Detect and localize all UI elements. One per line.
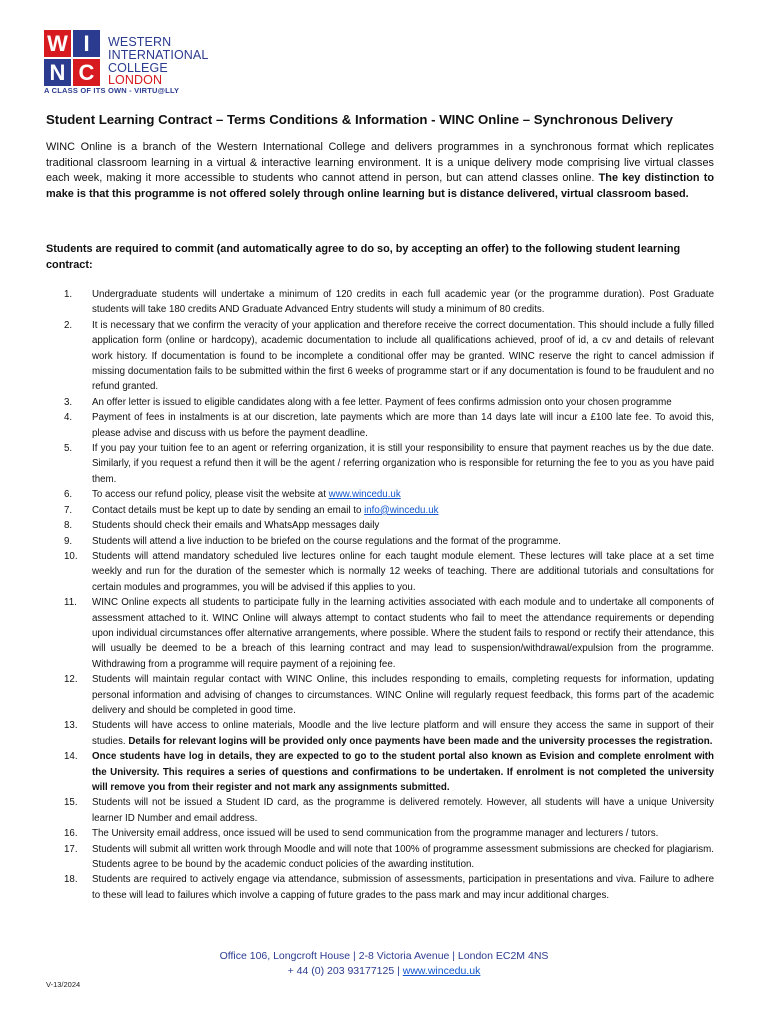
term-item [46,503,714,518]
term-number: 12. [64,674,78,686]
logo-tile-c: C [73,59,100,86]
term-text: Students will not be issued a Student ID card, as the programme is delivered remotely. However, all students will have a unique University learner ID Number and email address. [92,797,714,824]
term-number: 15. [64,797,78,809]
term-item [46,872,714,903]
term-number: 10. [64,550,78,562]
logo-tile-i: I [73,30,100,57]
term-number: 13. [64,720,78,732]
term-text: Contact details must be kept up to date by sending an email to [92,504,365,516]
term-number: 1. [64,289,73,300]
logo-line-international: INTERNATIONAL [108,47,209,62]
term-number: 8. [64,520,73,532]
logo-tagline: A CLASS OF ITS OWN - VIRTU@LLY [44,86,180,95]
term-item [46,287,714,318]
logo-wordmark [108,36,208,87]
logo-tiles [44,30,101,86]
document-title: Student Learning Contract – Terms Conditions & Information - WINC Online – Synchronous Delivery [46,112,673,127]
term-number: 3. [64,396,73,408]
term-item [46,318,714,395]
term-item [46,441,714,487]
term-number: 14. [64,751,78,763]
term-bold-text: Details for relevant logins will be provided only once payments have been made and the university processes the registration. [128,735,713,747]
version-label: V-13/2024 [46,980,81,989]
intro-text: WINC Online is a branch of the Western International College and delivers programmes in a synchronous format which replicates traditional classroom learning in a virtual & interactive learning environment. It is a unique delivery mode comprising live virtual classes each week, making it more accessible to students who cannot attend in person, but can attend classes online. [46,141,714,184]
term-number: 9. [64,535,73,547]
term-text: Students should check their emails and WhatsApp messages daily [92,520,380,532]
term-text: It is necessary that we confirm the veracity of your application and therefore receive the correct documentation. This should include a fully filled application form (online or hardcopy), academic documentation to include all qualifications achieved, proof of id, a cv and details of relevant work history. If documentation is found to be incomplete a conditional offer may be granted. WINC reserve the right to cancel admission if missing documentation fails to be submitted within the first 6 weeks of programme start or if any documentation is found to be fraudulent and no refund granted. [92,319,714,393]
term-item [46,749,714,795]
term-text: To access our refund policy, please visit the website at [92,489,329,501]
term-item [46,410,714,441]
term-item [46,795,714,826]
logo-tile-n: N [44,59,71,86]
term-text: Students will have access to online materials, Moodle and the live lecture platform and will ensure they access the same in support of their studies. [92,720,714,747]
term-text: An offer letter is issued to eligible candidates along with a fee letter. Payment of fees confirms admission onto your chosen programme [92,396,672,408]
term-number: 4. [64,412,73,424]
term-number: 7. [64,504,73,516]
term-item [46,595,714,672]
footer-website-link[interactable]: www.wincedu.uk [402,965,481,977]
term-item [46,518,714,533]
term-text: The University email address, once issued will be used to send communication from the programme manager and lecturers / tutors. [92,828,659,840]
term-item [46,672,714,718]
term-item [46,842,714,873]
term-text: Students will submit all written work through Moodle and will note that 100% of programme assessment submissions are checked for plagiarism. Students agree to be bound by the academic conduct policies of the awarding institution. [92,843,714,871]
term-number: 2. [64,319,73,331]
term-item [46,826,714,841]
term-item [46,487,714,502]
footer-address: Office 106, Longcroft House | 2-8 Victoria Avenue | London EC2M 4NS [219,950,549,962]
logo-line-western: WESTERN [108,35,172,49]
term-text: Students are required to actively engage via attendance, submission of assessments, participation in presentations and viva. Failure to adhere to these will lead to failures which involve a capping of future grades to the pass mark and may incur additional charges. [92,874,714,901]
term-text: WINC Online expects all students to participate fully in the learning activities associated with each module and to undertake all components of assessment attached to it. WINC Online will always attempt to contact students who fail to meet the attendance requirements or depending upon individual circumstances offer alternative arrangements, where possible. Where the student fails to respond or rectify their attendance, this will usually be deemed to be a breach of this learning contract and may lead to suspension/withdrawal/expulsion from the programme. Withdrawing from a programme will require payment of a rejoining fee. [92,597,714,670]
winc-logo [44,30,214,96]
term-link[interactable]: www.wincedu.uk [328,489,401,501]
term-text: Undergraduate students will undertake a minimum of 120 credits in each full academic year (or the programme duration). Post Graduate students will take 180 credits AND Graduate Advanced Entry students will study a minimum of 80 credits. [92,289,714,316]
term-number: 5. [64,443,73,455]
term-text: Students will attend mandatory scheduled live lectures online for each taught module element. These lectures will take place at a set time weekly and run for the duration of the semester which is normally 12 weeks of teaching. There are additional tutorials and consultations for certain modules and programmes, you will be advised if this applies to you. [92,550,714,593]
logo-tile-w: W [44,30,71,57]
term-text: Students will maintain regular contact with WINC Online, this includes responding to emails, completing requests for information, updating personal information and advising of changes to circumstances. WINC Online will regularly request feedback, this forms part of the academic delivery and should be completed in good time. [92,674,714,716]
term-number: 6. [64,489,73,501]
term-bold-text: Once students have log in details, they are expected to go to the student portal also known as Evision and complete enrolment with the University. This requires a series of questions and confirmations to be undertaken. If enrolment is not completed the university will remove you from their register and not mark any assignments submitted. [92,751,714,793]
term-text: If you pay your tuition fee to an agent or referring organization, it is still your responsibility to ensure that payment reaches us by the due date. Similarly, if you request a refund then it will be the agent / referring organization who is responsible for returning the fee to you as you have paid them. [92,443,714,485]
contract-lead-in: Students are required to commit (and automatically agree to do so, by accepting an offer) to the following student learning contract: [46,243,681,271]
logo-line-london: LONDON [108,73,163,88]
term-item [46,534,714,549]
term-link[interactable]: info@wincedu.uk [364,504,439,516]
terms-list [46,287,714,903]
intro-paragraph [46,140,714,202]
term-item [46,549,714,595]
term-text: Payment of fees in instalments is at our discretion, late payments which are more than 14 days late will incur a £100 late fee. To avoid this, please advise and discuss with us before the payment deadline. [92,412,714,439]
term-item [46,718,714,749]
term-number: 11. [64,597,77,609]
term-text: Students will attend a live induction to be briefed on the course regulations and the format of the programme. [92,535,561,547]
term-number: 18. [64,874,78,886]
term-number: 17. [64,843,78,855]
intro-bold-text: The key distinction to make is that this programme is not offered solely through online learning but is distance delivered, virtual classroom based. [46,172,714,200]
footer-phone: + 44 (0) 203 93177125 | [287,965,403,977]
term-number: 16. [64,828,78,840]
term-item [46,395,714,410]
footer-contact [0,964,768,979]
logo-line-college: COLLEGE [108,60,168,75]
